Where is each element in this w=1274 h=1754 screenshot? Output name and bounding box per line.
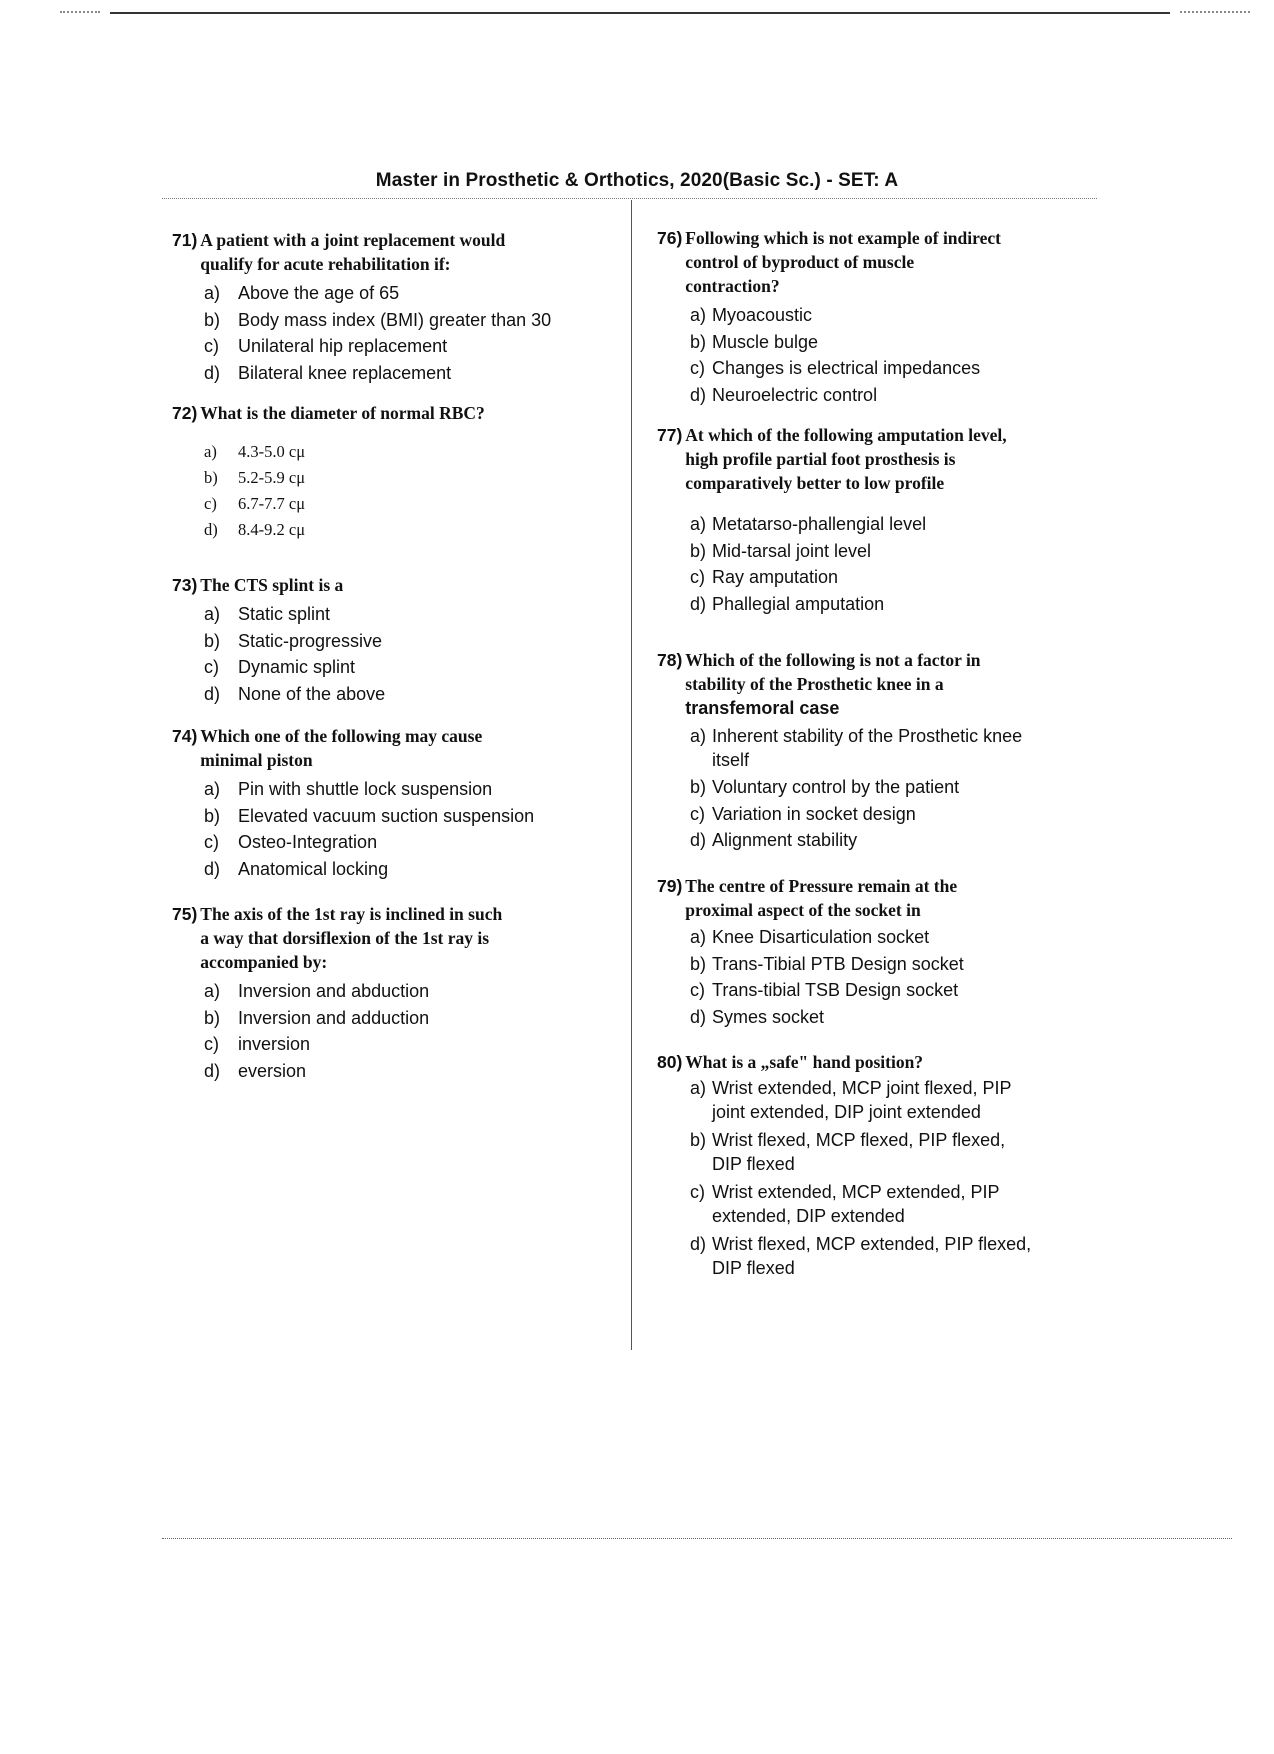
- option-d: d) Wrist flexed, MCP extended, PIP flexed, DIP flexed: [690, 1234, 1032, 1278]
- question-stem: Which one of the following may cause minimal piston: [200, 726, 483, 770]
- option-a: a) 4.3-5.0 cμ: [204, 442, 306, 461]
- question-number: 74): [172, 726, 198, 746]
- question-number: 73): [172, 575, 198, 595]
- option-d: d) None of the above: [204, 683, 386, 704]
- option-b: b) 5.2-5.9 cμ: [204, 468, 306, 487]
- option-a: a) Inversion and abduction: [204, 981, 430, 1001]
- option-d: d) Symes socket: [690, 1006, 825, 1027]
- question-78: [657, 648, 1097, 854]
- option-d: d) Neuroelectric control: [690, 384, 878, 405]
- question-number: 78): [657, 650, 683, 670]
- option-a: a) Knee Disarticulation socket: [690, 927, 930, 947]
- option-c: c) Variation in socket design: [690, 803, 916, 824]
- option-c: c) Unilateral hip replacement: [204, 336, 448, 356]
- option-b: b) Voluntary control by the patient: [690, 777, 960, 797]
- question-number: 72): [172, 403, 198, 423]
- question-76: [657, 226, 1087, 408]
- question-stem: A patient with a joint replacement would qualify for acute rehabilitation if:: [200, 230, 506, 274]
- option-b: b) Mid-tarsal joint level: [690, 540, 872, 561]
- option-c: c) inversion: [204, 1034, 311, 1054]
- question-stem: The axis of the 1st ray is inclined in such a way that dorsiflexion of the 1st ray is accompanied by:: [200, 904, 503, 972]
- option-d: d) Bilateral knee replacement: [204, 362, 452, 383]
- option-c: c) Changes is electrical impedances: [690, 358, 981, 378]
- option-a: a) Wrist extended, MCP joint flexed, PIP joint extended, DIP joint extended: [690, 1078, 1012, 1122]
- option-d: d) 8.4-9.2 cμ: [204, 520, 306, 539]
- option-c: c) 6.7-7.7 cμ: [204, 494, 306, 513]
- question-number: 80): [657, 1052, 683, 1072]
- scan-artifact-top-line: [110, 12, 1170, 14]
- question-number: 79): [657, 876, 683, 896]
- option-a: a) Inherent stability of the Prosthetic knee itself: [690, 726, 1023, 770]
- option-b: b) Static-progressive: [204, 630, 383, 651]
- question-stem: What is the diameter of normal RBC?: [200, 403, 485, 423]
- option-a: a) Pin with shuttle lock suspension: [204, 779, 493, 799]
- question-number: 71): [172, 230, 198, 250]
- option-b: b) Inversion and adduction: [204, 1007, 430, 1028]
- option-d: d) Phallegial amputation: [690, 593, 885, 614]
- option-b: b) Trans-Tibial PTB Design socket: [690, 953, 964, 974]
- question-80: [657, 1050, 1107, 1280]
- question-72: [172, 401, 612, 543]
- option-c: c) Ray amputation: [690, 567, 839, 587]
- option-c: c) Dynamic splint: [204, 657, 356, 677]
- option-b: b) Wrist flexed, MCP flexed, PIP flexed, DIP flexed: [690, 1130, 1006, 1174]
- footer-divider: [162, 1538, 1232, 1539]
- option-d: d) eversion: [204, 1060, 307, 1081]
- question-79: [657, 874, 1097, 1030]
- option-c: c) Trans-tibial TSB Design socket: [690, 980, 959, 1000]
- question-stem: Following which is not example of indirect control of byproduct of muscle contraction?: [685, 228, 1001, 296]
- question-stem: What is a „safe" hand position?: [685, 1052, 924, 1072]
- question-75: [172, 902, 612, 1084]
- page-title: Master in Prosthetic & Orthotics, 2020(Basic Sc.) - SET: A: [375, 170, 899, 191]
- option-a: a) Above the age of 65: [204, 283, 400, 303]
- option-c: c) Wrist extended, MCP extended, PIP extended, DIP extended: [690, 1182, 1000, 1226]
- option-a: a) Static splint: [204, 604, 331, 624]
- question-number: 76): [657, 228, 683, 248]
- option-a: a) Metatarso-phallengial level: [690, 514, 927, 534]
- question-77: [657, 423, 1097, 617]
- question-stem: At which of the following amputation level, high profile partial foot prosthesis is comparatively better to low profile: [685, 425, 1007, 493]
- question-number: 75): [172, 904, 198, 924]
- column-divider: [631, 200, 632, 1350]
- scan-artifact-left: [60, 11, 100, 13]
- question-stem: The centre of Pressure remain at the proximal aspect of the socket in: [685, 876, 958, 920]
- question-stem: The CTS splint is a: [200, 575, 344, 595]
- option-b: b) Muscle bulge: [690, 331, 819, 352]
- question-number: 77): [657, 425, 683, 445]
- option-c: c) Osteo-Integration: [204, 832, 378, 852]
- question-71: [172, 228, 612, 386]
- header-divider: [162, 198, 1097, 199]
- question-74: [172, 724, 612, 882]
- option-a: a) Myoacoustic: [690, 305, 813, 325]
- question-73: [172, 573, 612, 707]
- option-b: b) Elevated vacuum suction suspension: [204, 805, 535, 826]
- option-b: b) Body mass index (BMI) greater than 30: [204, 309, 552, 330]
- option-d: d) Alignment stability: [690, 830, 858, 850]
- option-d: d) Anatomical locking: [204, 858, 389, 879]
- question-stem-tail: transfemoral case: [685, 698, 840, 718]
- question-stem: Which of the following is not a factor in stability of the Prosthetic knee in a: [685, 650, 981, 694]
- scan-artifact-right: [1180, 11, 1250, 13]
